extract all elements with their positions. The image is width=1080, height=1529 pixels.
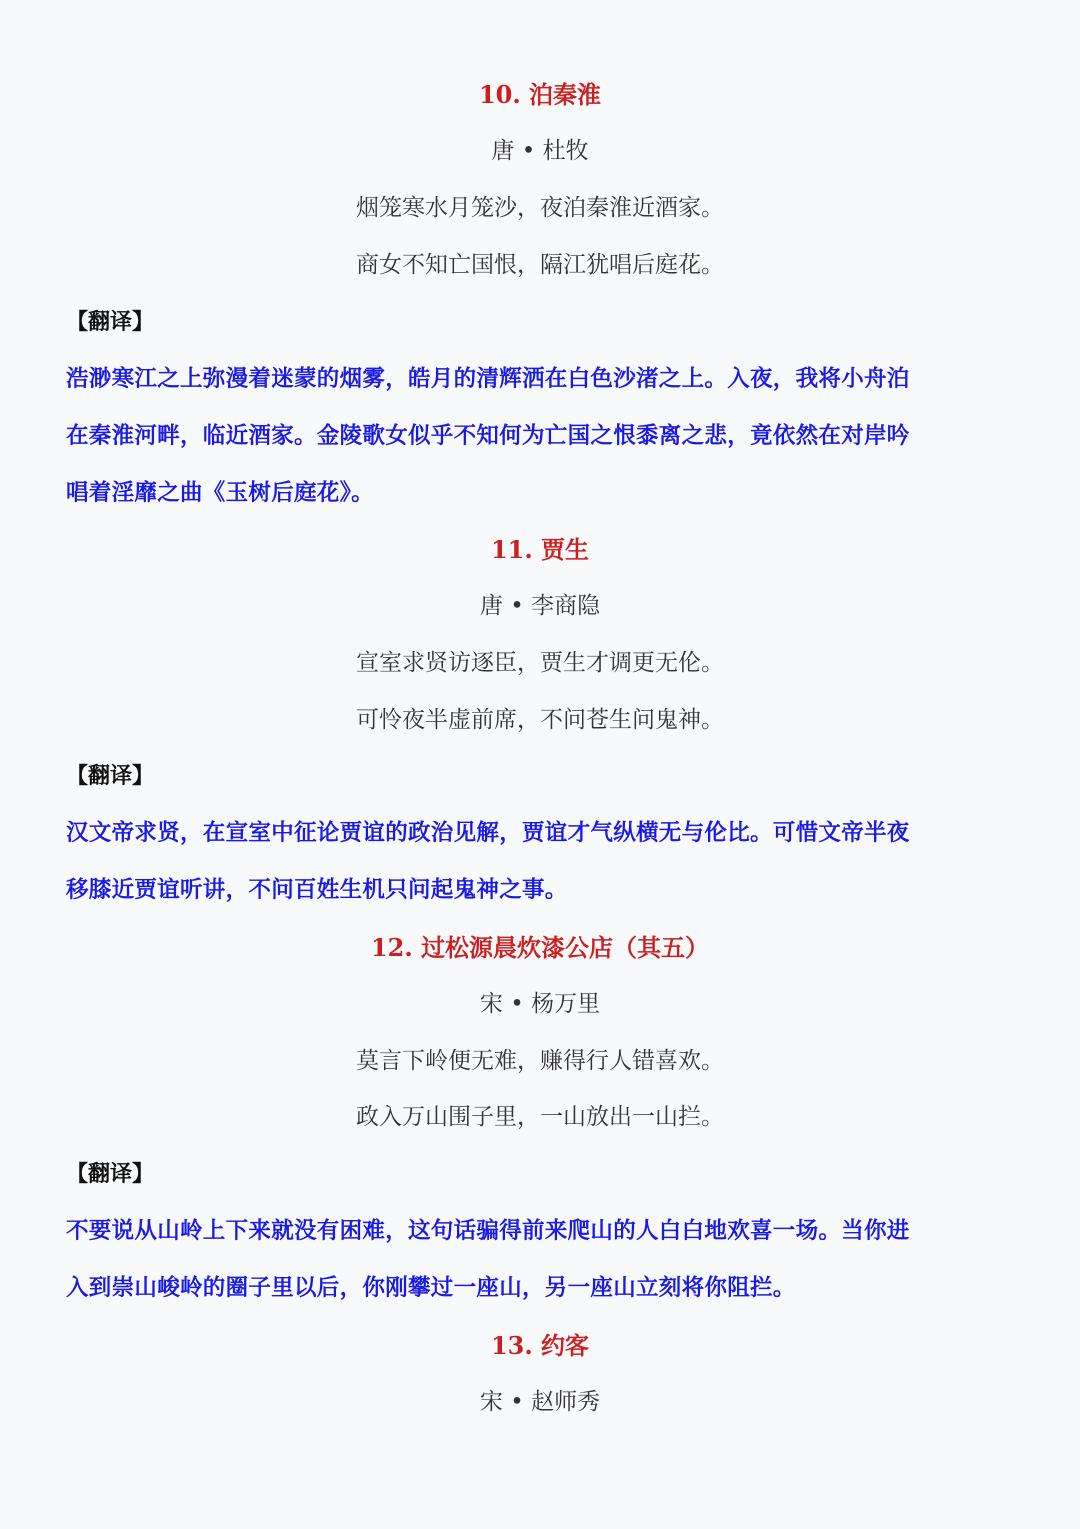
poem-line: 烟笼寒水月笼沙，夜泊秦淮近酒家。 — [356, 195, 724, 221]
translation-line: 在秦淮河畔，临近酒家。金陵歌女似乎不知何为亡国之恨黍离之悲，竟依然在对岸吟 — [66, 423, 910, 449]
poem-line: 莫言下岭便无难，赚得行人错喜欢。 — [356, 1048, 724, 1074]
poem-line: 政入万山围子里，一山放出一山拦。 — [356, 1104, 724, 1130]
translation-label: 【翻译】 — [66, 310, 155, 335]
poem-author: 宋 • 杨万里 — [479, 991, 601, 1017]
poem-line: 宣室求贤访逐臣，贾生才调更无伦。 — [356, 650, 724, 676]
translation-line: 唱着淫靡之曲《玉树后庭花》。 — [66, 480, 374, 506]
translation-label: 【翻译】 — [66, 1162, 155, 1187]
translation-line: 移膝近贾谊听讲，不问百姓生机只问起鬼神之事。 — [66, 877, 568, 903]
poem-title: 13. 约客 — [490, 1331, 590, 1360]
translation-line: 汉文帝求贤，在宣室中征论贾谊的政治见解，贾谊才气纵横无与伦比。可惜文帝半夜 — [66, 820, 910, 846]
translation-line: 浩渺寒江之上弥漫着迷蒙的烟雾，皓月的清辉洒在白色沙渚之上。入夜，我将小舟泊 — [66, 366, 910, 392]
poem-title: 11. 贾生 — [490, 535, 590, 564]
translation-label: 【翻译】 — [66, 764, 155, 789]
poem-author: 唐 • 李商隐 — [479, 593, 601, 619]
poem-title: 12. 过松源晨炊漆公店（其五） — [370, 933, 710, 962]
poem-author: 宋 • 赵师秀 — [479, 1389, 601, 1415]
translation-line: 不要说从山岭上下来就没有困难，这句话骗得前来爬山的人白白地欢喜一场。当你进 — [66, 1218, 910, 1244]
translation-line: 入到崇山峻岭的圈子里以后，你刚攀过一座山，另一座山立刻将你阻拦。 — [66, 1275, 796, 1301]
poem-title: 10. 泊秦淮 — [478, 80, 602, 109]
poem-line: 商女不知亡国恨，隔江犹唱后庭花。 — [356, 252, 724, 278]
poem-author: 唐 • 杜牧 — [491, 138, 589, 164]
poem-line: 可怜夜半虚前席，不问苍生问鬼神。 — [356, 707, 724, 733]
